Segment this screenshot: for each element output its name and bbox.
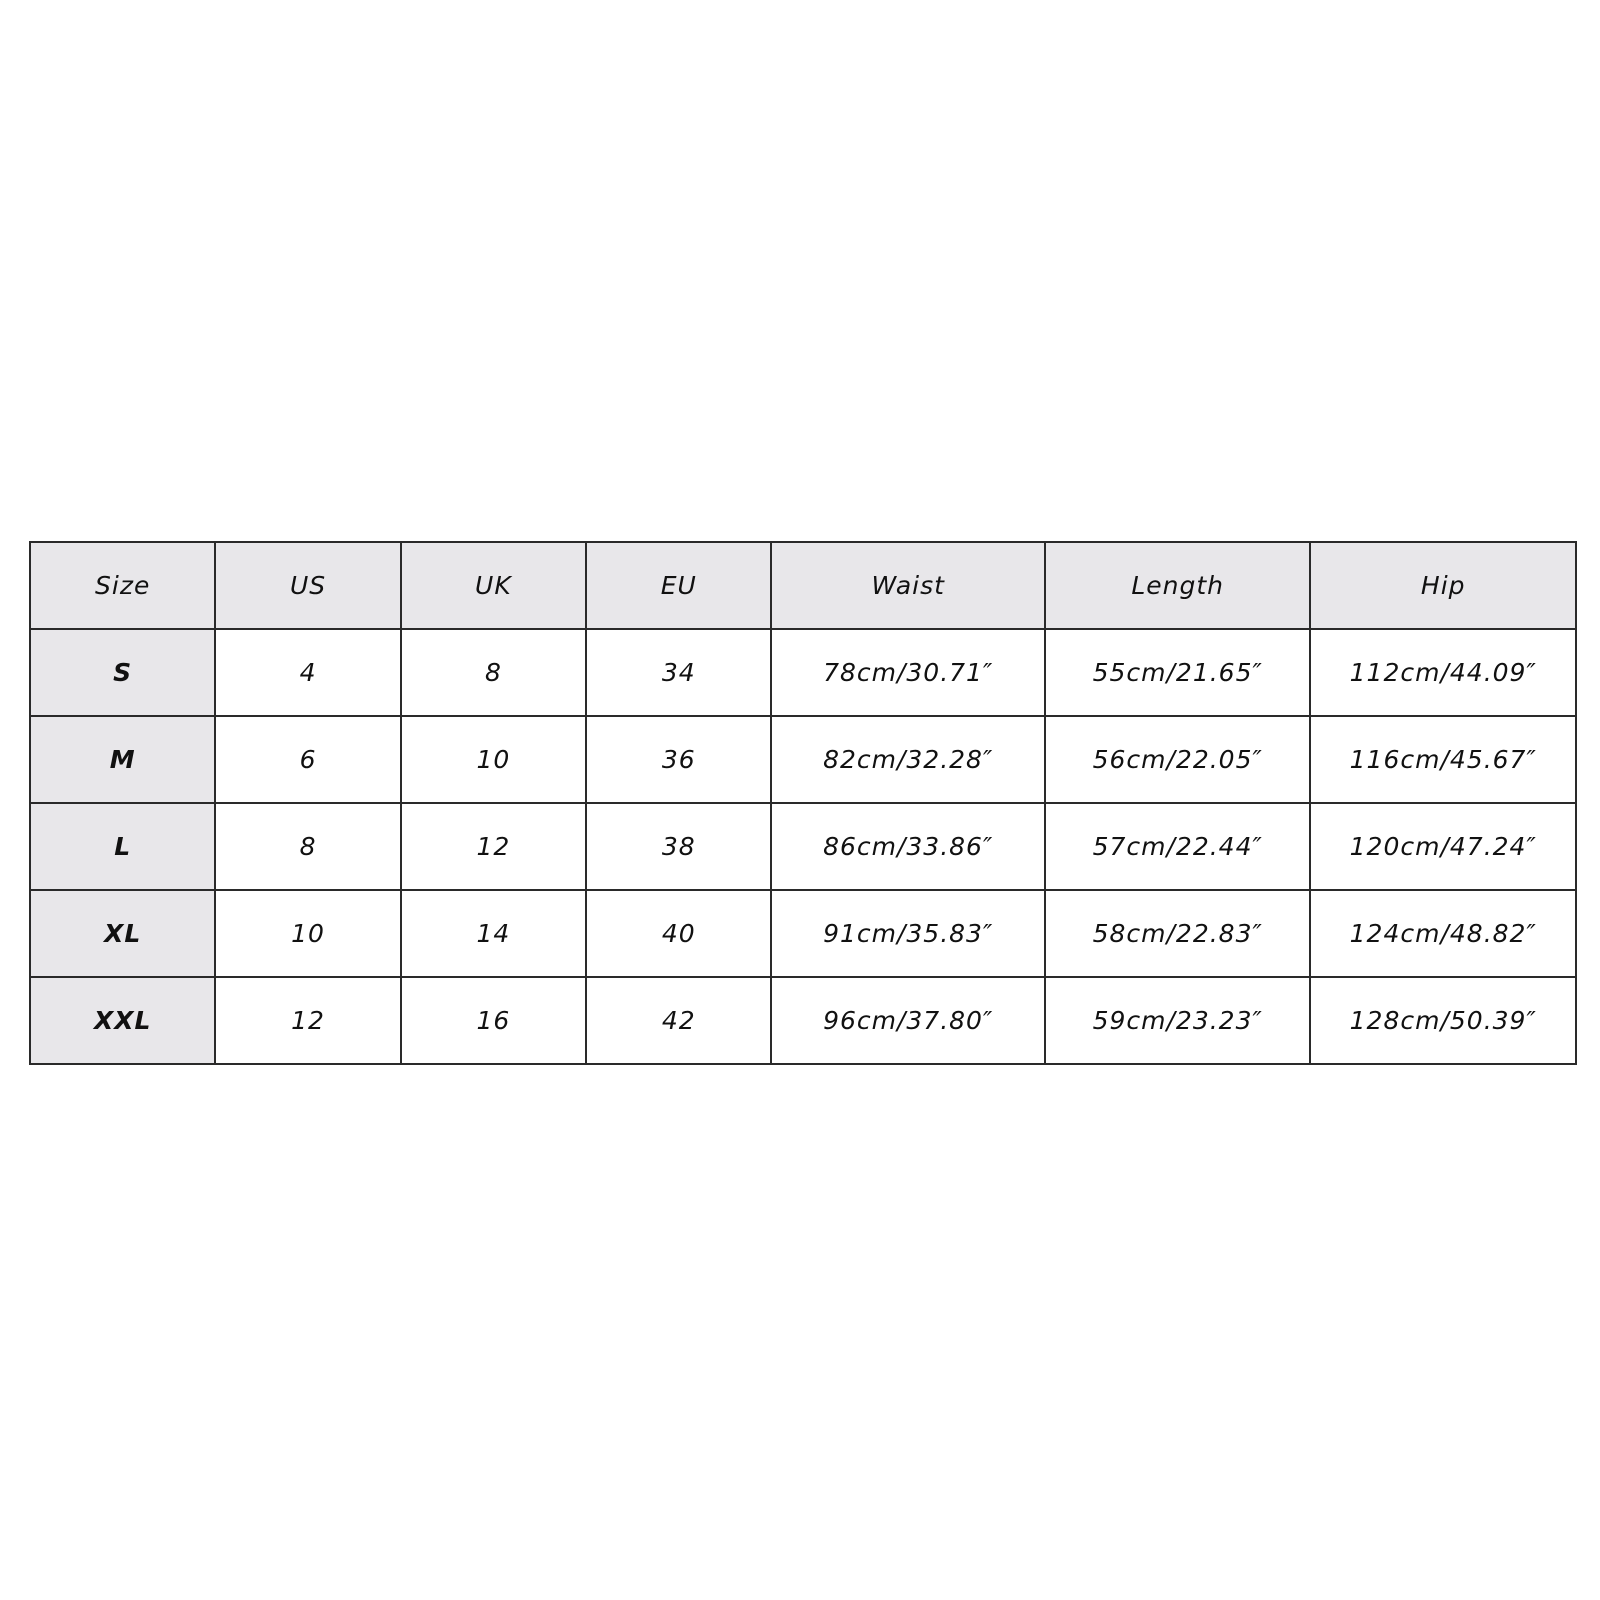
us-cell: 6 (215, 716, 400, 803)
us-cell: 4 (215, 629, 400, 716)
uk-cell: 10 (401, 716, 586, 803)
waist-cell: 86cm/33.86″ (771, 803, 1045, 890)
header-row (30, 542, 1576, 629)
table-row (30, 716, 1576, 803)
header-hip: Hip (1310, 542, 1576, 629)
size-label: XXL (30, 977, 215, 1064)
table-row (30, 629, 1576, 716)
hip-cell: 120cm/47.24″ (1310, 803, 1576, 890)
table-row (30, 977, 1576, 1064)
eu-cell: 40 (586, 890, 771, 977)
eu-cell: 42 (586, 977, 771, 1064)
header-uk: UK (401, 542, 586, 629)
header-eu: EU (586, 542, 771, 629)
waist-cell: 91cm/35.83″ (771, 890, 1045, 977)
us-cell: 12 (215, 977, 400, 1064)
length-cell: 57cm/22.44″ (1045, 803, 1311, 890)
eu-cell: 34 (586, 629, 771, 716)
uk-cell: 16 (401, 977, 586, 1064)
header-length: Length (1045, 542, 1311, 629)
eu-cell: 38 (586, 803, 771, 890)
size-label: L (30, 803, 215, 890)
table-row (30, 803, 1576, 890)
table-row (30, 890, 1576, 977)
uk-cell: 14 (401, 890, 586, 977)
us-cell: 8 (215, 803, 400, 890)
header-size: Size (30, 542, 215, 629)
header-waist: Waist (771, 542, 1045, 629)
waist-cell: 78cm/30.71″ (771, 629, 1045, 716)
hip-cell: 124cm/48.82″ (1310, 890, 1576, 977)
length-cell: 59cm/23.23″ (1045, 977, 1311, 1064)
waist-cell: 96cm/37.80″ (771, 977, 1045, 1064)
length-cell: 58cm/22.83″ (1045, 890, 1311, 977)
length-cell: 56cm/22.05″ (1045, 716, 1311, 803)
uk-cell: 8 (401, 629, 586, 716)
length-cell: 55cm/21.65″ (1045, 629, 1311, 716)
size-label: S (30, 629, 215, 716)
size-label: M (30, 716, 215, 803)
hip-cell: 112cm/44.09″ (1310, 629, 1576, 716)
header-us: US (215, 542, 400, 629)
eu-cell: 36 (586, 716, 771, 803)
hip-cell: 116cm/45.67″ (1310, 716, 1576, 803)
waist-cell: 82cm/32.28″ (771, 716, 1045, 803)
size-label: XL (30, 890, 215, 977)
hip-cell: 128cm/50.39″ (1310, 977, 1576, 1064)
us-cell: 10 (215, 890, 400, 977)
uk-cell: 12 (401, 803, 586, 890)
size-chart-table (29, 541, 1577, 1065)
